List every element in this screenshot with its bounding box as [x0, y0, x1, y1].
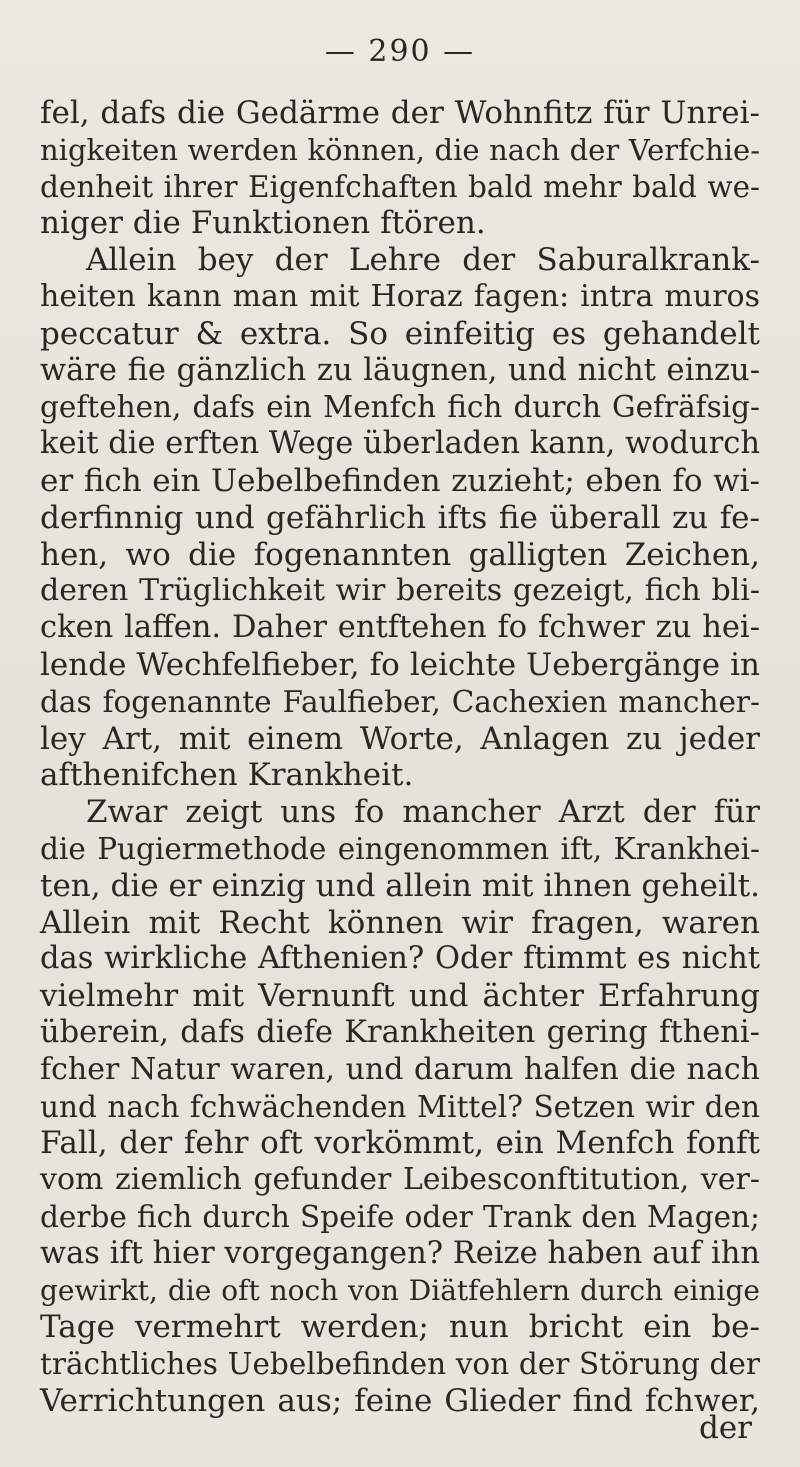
text-line: Verrichtungen aus; feine Glieder find fchwer, — [40, 1382, 760, 1419]
text-line: nigkeiten werden können, die nach der Verfchie- — [40, 132, 760, 167]
text-line: Allein bey der Lehre der Saburalkrank- — [86, 242, 760, 279]
text-line: derfinnig und gefährlich ifts fie überall zu fe- — [40, 499, 760, 536]
catchword: der — [698, 1410, 752, 1446]
text-line: afthenifchen Krankheit. — [40, 757, 414, 794]
text-line: ten, die er einzig und allein mit ihnen geheilt. — [40, 867, 760, 904]
text-line: überein, dafs diefe Krankheiten gering ftheni- — [40, 1014, 760, 1050]
text-line: er fich ein Uebelbefinden zuzieht; eben fo wi- — [40, 462, 760, 499]
text-line: lende Wechfelfieber, fo leichte Uebergänge in — [40, 646, 760, 683]
text-line: peccatur & extra. So einfeitig es gehandelt — [40, 315, 760, 352]
text-line: fel, dafs die Gedärme der Wohnfitz für Unrei- — [40, 95, 760, 131]
text-line: Allein mit Recht können wir fragen, waren — [40, 904, 760, 941]
text-line: Fall, der fehr oft vorkömmt, ein Menfch fonft — [40, 1125, 760, 1162]
text-line: niger die Funktionen ftören. — [40, 205, 486, 242]
text-line: cken laffen. Daher entftehen fo fchwer zu hei- — [40, 610, 760, 646]
text-line: trächtliches Uebelbefinden von der Störung der — [40, 1347, 760, 1382]
body-text — [40, 95, 760, 1420]
page-number: — 290 — — [324, 34, 476, 69]
text-line: deren Trüglichkeit wir bereits gezeigt, fich bli- — [40, 573, 760, 609]
text-line: die Pugiermethode eingenommen ift, Krankhei- — [40, 831, 760, 866]
text-line: und nach fchwächenden Mittel? Setzen wir den — [40, 1089, 760, 1124]
text-line: geftehen, dafs ein Menfch fich durch Gefräfsig- — [40, 390, 760, 425]
text-line: derbe fich durch Speife oder Trank den Magen; — [40, 1199, 760, 1234]
text-line: keit die erften Wege überladen kann, wodurch — [40, 426, 760, 462]
text-line: hen, wo die fogenannten galligten Zeichen, — [40, 536, 760, 573]
text-line: das wirkliche Afthenien? Oder ftimmt es nicht — [40, 941, 760, 977]
text-line: denheit ihrer Eigenfchaften bald mehr bald we- — [40, 169, 760, 204]
text-line: vom ziemlich gefunder Leibesconftitution, ver- — [40, 1162, 760, 1198]
text-line: Tage vermehrt werden; nun bricht ein be- — [40, 1309, 760, 1346]
text-line: das fogenannte Faulfieber, Cachexien mancher- — [40, 684, 760, 719]
text-line: wäre fie gänzlich zu läugnen, und nicht einzu- — [40, 352, 760, 388]
text-line: fcher Natur waren, und darum halfen die nach — [40, 1051, 760, 1087]
text-line: gewirkt, die oft noch von Diätfehlern durch einige — [40, 1273, 760, 1307]
text-line: ley Art, mit einem Worte, Anlagen zu jeder — [40, 720, 760, 757]
text-line: was ift hier vorgegangen? Reize haben auf ihn — [40, 1235, 760, 1271]
text-line: vielmehr mit Vernunft und ächter Erfahrung — [40, 978, 760, 1015]
text-line: heiten kann man mit Horaz fagen: intra muros — [40, 278, 760, 314]
text-line: Zwar zeigt uns fo mancher Arzt der für — [86, 794, 760, 831]
